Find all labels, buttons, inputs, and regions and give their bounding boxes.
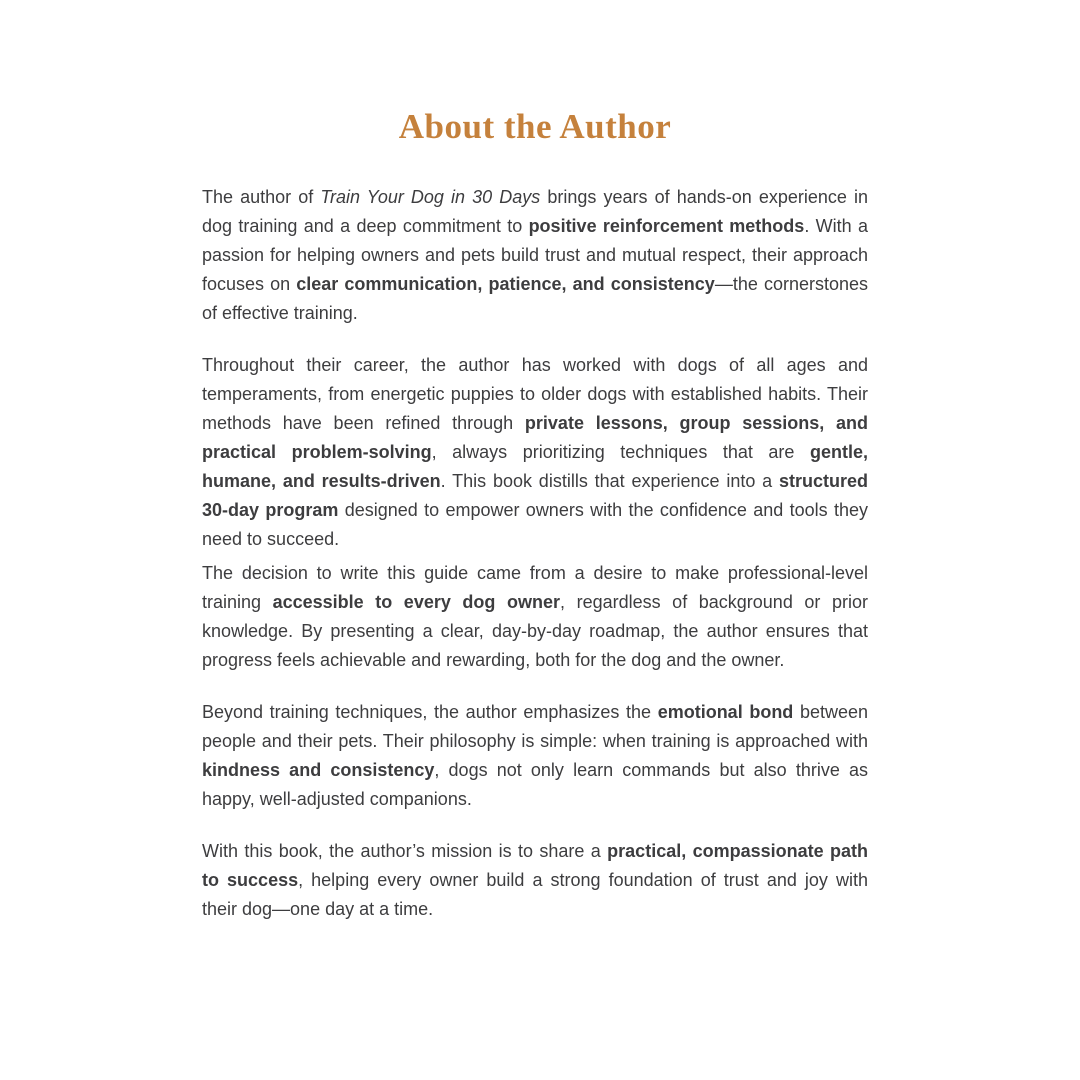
paragraph-mission: [202, 837, 868, 924]
text-run-normal: brings years of hands-on experience in dog training and a deep commitment to: [202, 187, 868, 236]
text-run-bold: positive reinforcement methods: [528, 216, 805, 236]
text-run-bold: private lessons, group sessions, and practical problem-solving: [202, 413, 868, 462]
text-run-normal: designed to empower owners with the confidence and tools they need to succeed.: [202, 500, 868, 549]
text-run-normal: between people and their pets. Their philosophy is simple: when training is approached with: [202, 702, 868, 751]
text-run-bold: structured 30-day program: [202, 471, 868, 520]
text-run-bold: kindness and consistency: [202, 760, 435, 780]
paragraph-career: [202, 351, 868, 554]
paragraph-philosophy: [202, 698, 868, 814]
text-run-normal: . This book distills that experience into a: [440, 471, 779, 491]
text-run-italic: Train Your Dog in 30 Days: [320, 187, 541, 207]
page-title: About the Author: [398, 107, 672, 146]
text-run-normal: , always prioritizing techniques that are: [431, 442, 810, 462]
text-run-normal: With this book, the author’s mission is to share a: [202, 841, 608, 861]
text-run-normal: , dogs not only learn commands but also thrive as happy, well-adjusted companions.: [202, 760, 868, 809]
article-body: [202, 183, 868, 924]
paragraph-decision: [202, 559, 868, 675]
text-run-bold: practical, compassionate path to success: [202, 841, 868, 890]
text-run-normal: , regardless of background or prior knowledge. By presenting a clear, day-by-day roadmap, the author ensures that progress feels achievable and rewarding, both for the dog and the owner.: [202, 592, 868, 670]
text-run-bold: emotional bond: [657, 702, 794, 722]
text-run-normal: , helping every owner build a strong foundation of trust and joy with their dog—one day at a time.: [202, 870, 868, 919]
text-run-bold: clear communication, patience, and consistency: [296, 274, 715, 294]
text-run-normal: The author of: [202, 187, 321, 207]
text-run-normal: —the cornerstones of effective training.: [202, 274, 868, 323]
text-run-bold: accessible to every dog owner: [272, 592, 560, 612]
text-run-normal: The decision to write this guide came from a desire to make professional-level training: [202, 563, 868, 612]
text-run-normal: . With a passion for helping owners and pets build trust and mutual respect, their approach focuses on: [202, 216, 869, 294]
text-run-normal: Beyond training techniques, the author emphasizes the: [202, 702, 658, 722]
text-run-bold: gentle, humane, and results-driven: [202, 442, 868, 491]
paragraph-intro: [202, 183, 868, 328]
text-run-normal: Throughout their career, the author has worked with dogs of all ages and temperaments, from energetic puppies to older dogs with established habits. Their methods have been refined through: [202, 355, 868, 433]
